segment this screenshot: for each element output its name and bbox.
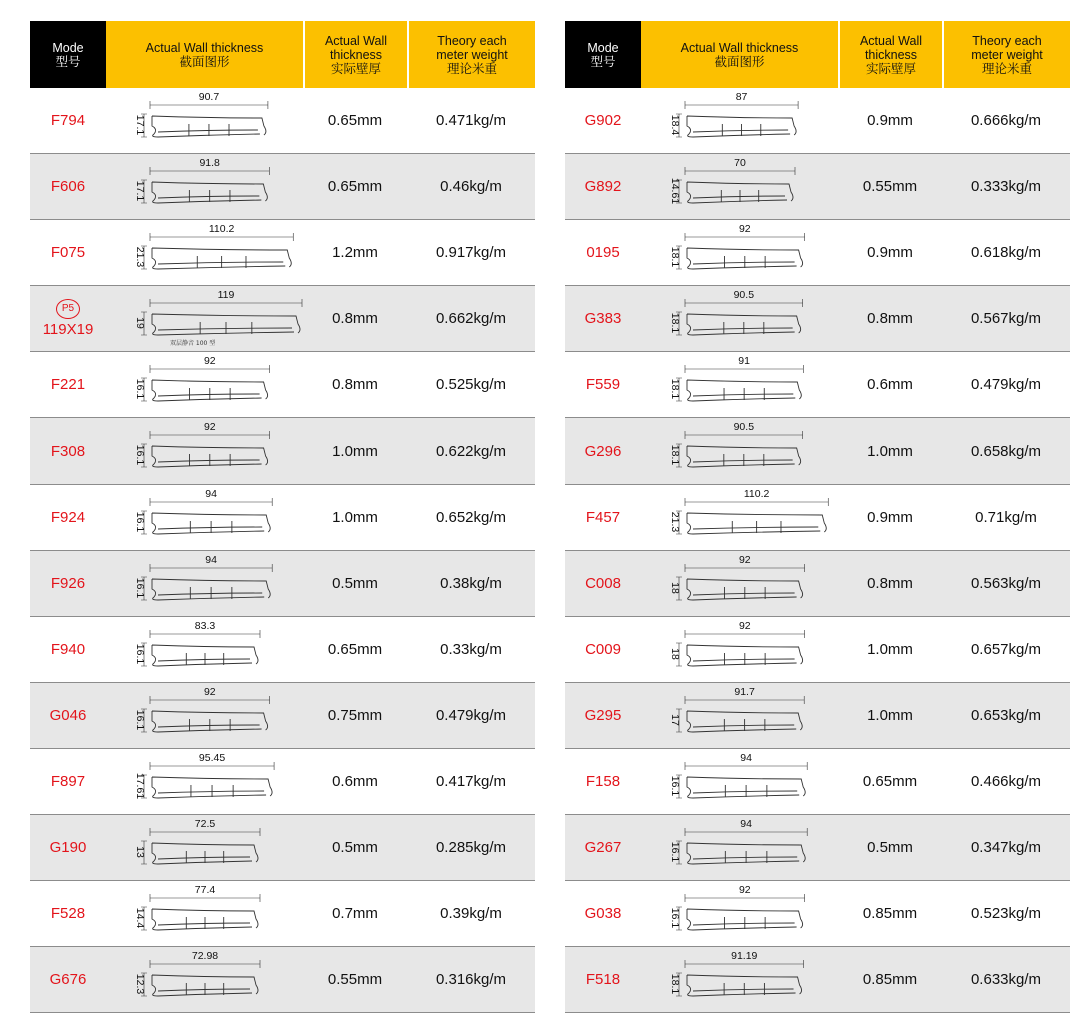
model-code-cell [565,485,641,550]
header-shape-cn: 截面图形 [179,54,230,69]
model-code: F075 [50,244,86,262]
height-dimension-label: 18.1 [669,313,681,334]
table-row [565,220,1070,286]
model-code-cell [30,220,106,285]
table-row [30,220,535,286]
height-dimension-label: 17.1 [134,180,146,202]
width-dimension-label: 83.3 [194,619,216,632]
header-weight-en1: Theory each [972,33,1042,48]
model-code: F897 [50,772,86,790]
model-code-cell [30,88,106,153]
model-code-cell [565,749,641,814]
wall-thickness-cell: 0.9mm [867,112,913,130]
model-code: F606 [50,178,86,196]
model-code-cell [30,815,106,880]
model-code-cell [30,551,106,616]
table-row [30,881,535,947]
profile-section-drawing [641,418,838,484]
header-thickness [838,21,942,88]
table-row [30,352,535,418]
profile-section-drawing [641,352,838,418]
profile-drawing-cell [641,154,838,219]
profile-drawing-cell [641,352,838,417]
height-dimension-label: 16.1 [134,379,146,400]
height-dimension-label: 14.61 [669,177,681,205]
meter-weight-cell: 0.347kg/m [970,839,1042,857]
model-code-cell [565,352,641,417]
wall-thickness-cell: 0.85mm [862,971,918,989]
profile-drawing-cell [641,617,838,682]
wall-thickness-cell: 0.75mm [327,706,383,724]
width-dimension-label: 72.98 [191,950,219,963]
width-dimension-label: 70 [734,157,746,170]
wall-thickness-cell: 0.5mm [867,839,913,857]
wall-thickness-cell: 0.8mm [332,310,378,328]
model-code: C009 [585,640,621,658]
width-dimension-label: 92 [738,619,751,632]
profile-drawing-cell [641,220,838,285]
model-code: G892 [584,178,622,196]
height-dimension-label: 18 [669,581,681,594]
profile-drawing-cell [106,947,303,1012]
model-code-cell [565,418,641,483]
header-shape [106,21,303,88]
header-weight-en2: meter weight [971,47,1043,62]
table-row [30,88,535,154]
meter-weight-cell: 0.466kg/m [970,772,1042,790]
width-dimension-label: 94 [740,751,752,764]
table-row [30,617,535,683]
table-row [30,815,535,881]
table-row [30,947,535,1013]
height-dimension-label: 16.1 [669,907,681,929]
profile-drawing-cell [106,418,303,483]
width-dimension-label: 87 [735,91,748,103]
meter-weight-cell: 0.657kg/m [970,640,1042,658]
rows-left [30,88,535,1013]
model-code-cell [565,683,641,748]
meter-weight-cell: 0.622kg/m [435,442,507,460]
profile-section-drawing [641,485,838,551]
model-code-cell [30,749,106,814]
spec-table-right [565,21,1070,1013]
model-code-cell [30,352,106,417]
header-thickness-en1: Actual Wall [324,33,388,48]
width-dimension-label: 94 [205,553,217,566]
profile-section-drawing [641,88,838,154]
profile-drawing-cell [641,683,838,748]
profile-section-drawing [106,947,303,1013]
model-code-cell [30,485,106,550]
model-code: F528 [50,905,86,923]
profile-note: 双层静音 100 型 [170,340,216,348]
profile-drawing-cell [106,352,303,417]
height-dimension-label: 18 [669,647,681,660]
profile-drawing-cell [641,485,838,550]
model-code-cell [565,947,641,1012]
width-dimension-label: 92 [203,685,216,698]
header-weight-en2: meter weight [436,47,508,62]
width-dimension-label: 91.7 [734,685,755,698]
meter-weight-cell: 0.523kg/m [970,905,1042,923]
width-dimension-label: 92 [203,355,216,368]
meter-weight-cell: 0.567kg/m [970,310,1042,328]
profile-drawing-cell [106,683,303,748]
profile-section-drawing [641,683,838,749]
height-dimension-label: 18.1 [669,445,681,466]
width-dimension-label: 90.5 [733,289,755,302]
header-mode [565,21,641,88]
header-thickness [303,21,407,88]
table-row [565,815,1070,881]
wall-thickness-cell: 0.8mm [867,310,913,328]
model-code-cell [565,154,641,219]
profile-section-drawing [106,352,303,418]
meter-weight-cell: 0.633kg/m [970,971,1042,989]
profile-section-drawing [641,617,838,683]
meter-weight-cell: 0.652kg/m [435,508,507,526]
height-dimension-label: 19 [134,317,146,330]
profile-drawing-cell [106,154,303,219]
meter-weight-cell: 0.285kg/m [435,839,507,857]
header-thickness-cn: 实际壁厚 [865,61,916,76]
table-row [30,551,535,617]
profile-drawing-cell [106,881,303,946]
table-row [30,286,535,352]
model-code-cell [30,154,106,219]
profile-section-drawing [106,154,303,220]
height-dimension-label: 16.1 [669,775,681,797]
height-dimension-label: 18.1 [669,246,681,268]
profile-drawing-cell [106,220,303,285]
width-dimension-label: 94 [740,818,752,831]
wall-thickness-cell: 0.8mm [332,376,378,394]
height-dimension-label: 16.1 [134,577,146,598]
table-row [565,485,1070,551]
model-code: G902 [584,112,622,130]
height-dimension-label: 12.3 [134,974,146,995]
profile-section-drawing [106,286,303,352]
profile-drawing-cell [106,749,303,814]
model-code: F308 [50,442,86,460]
header-weight-en1: Theory each [437,33,507,48]
profile-drawing-cell [106,617,303,682]
model-code-cell [565,551,641,616]
profile-section-drawing [106,551,303,617]
height-dimension-label: 21.3 [134,246,146,268]
wall-thickness-cell: 1.0mm [867,706,913,724]
model-code: 0195 [586,244,620,262]
width-dimension-label: 92 [738,884,751,897]
width-dimension-label: 92 [738,553,751,566]
table-row [565,947,1070,1013]
header-mode-cn: 型号 [55,54,81,69]
meter-weight-cell: 0.618kg/m [970,244,1042,262]
meter-weight-cell: 0.563kg/m [970,574,1042,592]
width-dimension-label: 72.5 [194,818,216,831]
meter-weight-cell: 0.525kg/m [435,376,507,394]
model-code-cell [30,683,106,748]
width-dimension-label: 119 [217,289,235,302]
model-code: G383 [584,310,622,328]
height-dimension-label: 16.1 [669,841,681,863]
width-dimension-label: 92 [738,223,751,236]
wall-thickness-cell: 1.0mm [867,640,913,658]
meter-weight-cell: 0.38kg/m [440,574,502,592]
profile-section-drawing [106,881,303,947]
width-dimension-label: 91 [738,355,750,368]
table-row [30,749,535,815]
table-row [565,683,1070,749]
profile-section-drawing [106,220,303,286]
header-mode-cn: 型号 [590,54,616,69]
width-dimension-label: 94 [205,487,217,500]
wall-thickness-cell: 0.65mm [327,640,383,658]
model-code-cell [30,418,106,483]
model-code-cell [30,617,106,682]
height-dimension-label: 18.4 [669,114,681,136]
meter-weight-cell: 0.39kg/m [440,905,502,923]
wall-thickness-cell: 0.8mm [867,574,913,592]
profile-drawing-cell [106,286,303,351]
table-row [565,551,1070,617]
wall-thickness-cell: 0.85mm [862,905,918,923]
model-code: G267 [584,839,622,857]
header-weight [942,21,1070,88]
model-code: F221 [50,376,86,394]
height-dimension-label: 13 [134,846,146,858]
wall-thickness-cell: 1.0mm [867,442,913,460]
height-dimension-label: 16.1 [134,511,146,532]
model-code: G046 [49,706,87,724]
table-row [30,485,535,551]
wall-thickness-cell: 0.5mm [332,574,378,592]
height-dimension-label: 21.3 [669,511,681,532]
header-shape [641,21,838,88]
table-row [565,617,1070,683]
wall-thickness-cell: 0.55mm [327,971,383,989]
profile-section-drawing [641,286,838,352]
wall-thickness-cell: 0.5mm [332,839,378,857]
width-dimension-label: 90.7 [198,91,220,103]
wall-thickness-cell: 0.6mm [867,376,913,394]
header-weight-cn: 理论米重 [981,61,1032,76]
height-dimension-label: 18.1 [669,974,681,995]
meter-weight-cell: 0.316kg/m [435,971,507,989]
model-code: F924 [50,508,86,526]
model-code: G190 [49,839,87,857]
model-code-cell [565,617,641,682]
table-row [30,683,535,749]
profile-section-drawing [106,485,303,551]
header-shape-cn: 截面图形 [714,54,765,69]
profile-section-drawing [106,683,303,749]
profile-drawing-cell [641,418,838,483]
model-code: G295 [584,706,622,724]
table-header [30,21,535,88]
model-code: G038 [584,905,622,923]
table-row [565,286,1070,352]
table-row [565,88,1070,154]
wall-thickness-cell: 1.2mm [332,244,378,262]
table-row [565,418,1070,484]
header-mode-en: Mode [52,40,84,55]
header-mode-en: Mode [587,40,619,55]
model-code-cell [30,947,106,1012]
profile-section-drawing [641,154,838,220]
model-code: G296 [584,442,622,460]
width-dimension-label: 77.4 [194,884,216,897]
wall-thickness-cell: 0.65mm [327,178,383,196]
profile-section-drawing [641,749,838,815]
header-thickness-cn: 实际壁厚 [330,61,381,76]
header-thickness-en1: Actual Wall [859,33,923,48]
profile-drawing-cell [641,749,838,814]
model-code: F518 [585,971,621,989]
model-code: F158 [585,772,621,790]
height-dimension-label: 18.1 [669,379,681,400]
meter-weight-cell: 0.662kg/m [435,310,507,328]
profile-drawing-cell [106,485,303,550]
wall-thickness-cell: 0.55mm [862,178,918,196]
wall-thickness-cell: 1.0mm [332,508,378,526]
model-code-cell [30,881,106,946]
model-code: F794 [50,112,86,130]
meter-weight-cell: 0.471kg/m [435,112,507,130]
meter-weight-cell: 0.71kg/m [975,508,1037,526]
table-row [565,352,1070,418]
meter-weight-cell: 0.33kg/m [440,640,502,658]
height-dimension-label: 14.4 [134,907,146,929]
width-dimension-label: 91.19 [731,950,758,963]
model-code-cell [565,815,641,880]
profile-drawing-cell [641,947,838,1012]
wall-thickness-cell: 0.65mm [327,112,383,130]
model-code-cell [565,88,641,153]
model-code: F926 [50,574,86,592]
header-thickness-en2: thickness [864,47,918,62]
table-row [565,749,1070,815]
profile-section-drawing [641,947,838,1013]
model-code: F457 [585,508,621,526]
meter-weight-cell: 0.479kg/m [435,706,507,724]
height-dimension-label: 17 [669,714,681,726]
profile-drawing-cell [106,88,303,153]
profile-drawing-cell [641,881,838,946]
width-dimension-label: 90.5 [733,421,755,434]
wall-thickness-cell: 0.7mm [332,905,378,923]
header-mode [30,21,106,88]
width-dimension-label: 91.8 [199,157,220,170]
meter-weight-cell: 0.333kg/m [970,178,1042,196]
profile-section-drawing [106,815,303,881]
wall-thickness-cell: 0.9mm [867,244,913,262]
height-dimension-label: 16.1 [134,709,146,731]
width-dimension-label: 92 [203,421,216,434]
wall-thickness-cell: 1.0mm [332,442,378,460]
header-shape-en: Actual Wall thickness [680,40,799,55]
height-dimension-label: 17.61 [134,772,146,800]
model-code: F559 [585,376,621,394]
table-header [565,21,1070,88]
rows-right [565,88,1070,1013]
profile-section-drawing [106,418,303,484]
profile-section-drawing [106,749,303,815]
wall-thickness-cell: 0.6mm [332,772,378,790]
header-thickness-en2: thickness [329,47,383,62]
header-weight [407,21,535,88]
profile-drawing-cell [641,286,838,351]
header-weight-cn: 理论米重 [446,61,497,76]
profile-section-drawing [106,88,303,154]
spec-table-left [30,21,535,1013]
profile-section-drawing [106,617,303,683]
profile-section-drawing [641,220,838,286]
model-code: 119X19 [42,321,94,339]
profile-drawing-cell [641,88,838,153]
height-dimension-label: 16.1 [134,445,146,466]
model-code: F940 [50,640,86,658]
model-code-cell [565,220,641,285]
table-row [30,154,535,220]
wall-thickness-cell: 0.65mm [862,772,918,790]
profile-drawing-cell [641,815,838,880]
wall-thickness-cell: 0.9mm [867,508,913,526]
profile-section-drawing [641,881,838,947]
width-dimension-label: 110.2 [743,487,770,500]
model-code-cell [565,286,641,351]
profile-drawing-cell [106,551,303,616]
meter-weight-cell: 0.666kg/m [970,112,1042,130]
meter-weight-cell: 0.46kg/m [440,178,502,196]
profile-drawing-cell [641,551,838,616]
meter-weight-cell: 0.479kg/m [970,376,1042,394]
meter-weight-cell: 0.653kg/m [970,706,1042,724]
meter-weight-cell: 0.658kg/m [970,442,1042,460]
table-row [565,154,1070,220]
model-code-cell [30,286,106,351]
profile-drawing-cell [106,815,303,880]
meter-weight-cell: 0.917kg/m [435,244,507,262]
meter-weight-cell: 0.417kg/m [435,772,507,790]
model-badge: P5 [56,299,80,319]
model-code: G676 [49,971,87,989]
height-dimension-label: 17.1 [134,114,146,136]
table-row [565,881,1070,947]
height-dimension-label: 16.1 [134,643,146,664]
profile-section-drawing [641,815,838,881]
header-shape-en: Actual Wall thickness [145,40,264,55]
width-dimension-label: 95.45 [198,751,226,764]
width-dimension-label: 110.2 [208,223,235,236]
table-row [30,418,535,484]
model-code-cell [565,881,641,946]
model-code: C008 [585,574,621,592]
profile-section-drawing [641,551,838,617]
